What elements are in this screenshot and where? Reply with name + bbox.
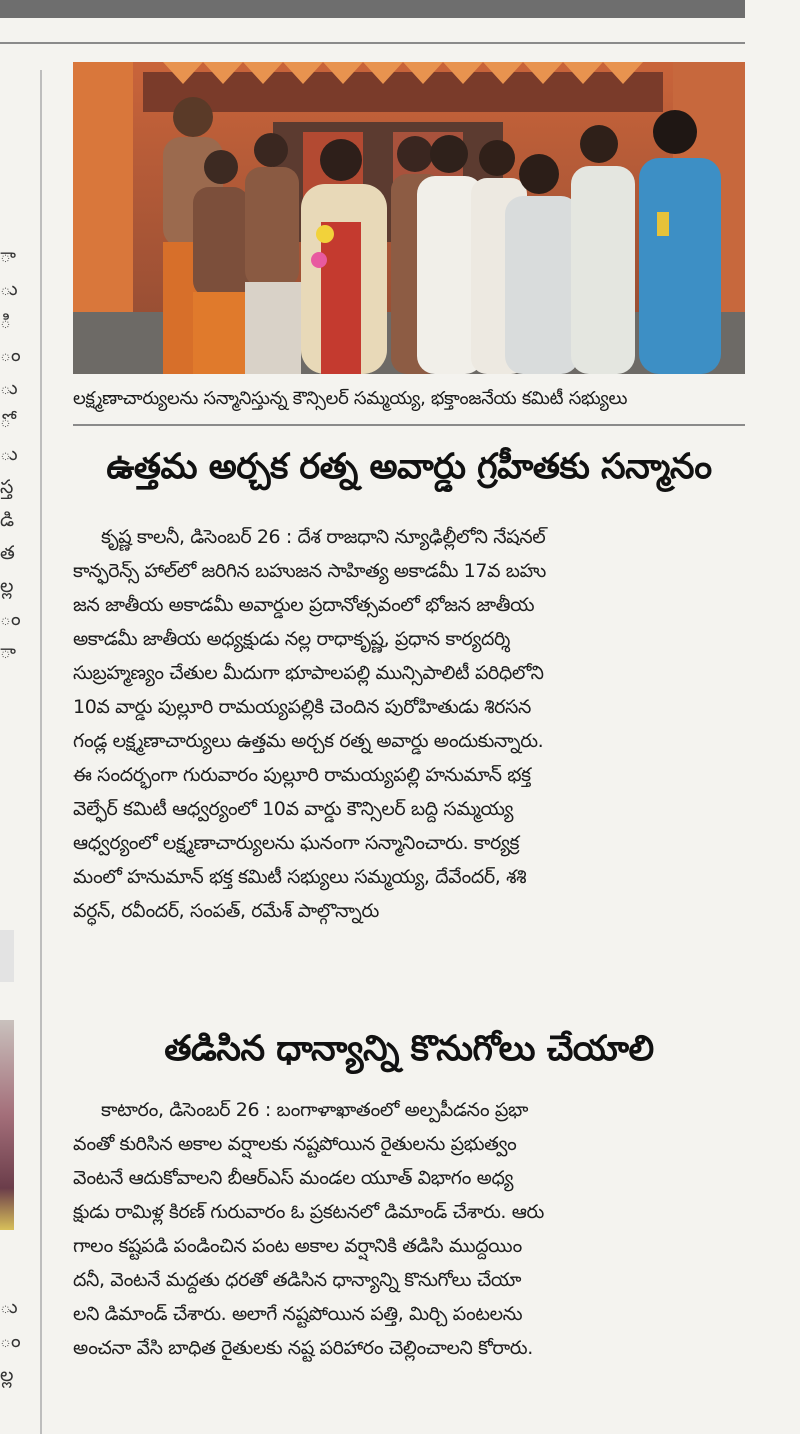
- article-line: గండ్ల లక్ష్మణాచార్యులు ఉత్తమ అర్చక రత్న అవార్డు అందుకున్నారు.: [73, 730, 544, 752]
- adjacent-column-fragments-lower: [0, 1290, 24, 1392]
- page-top-bar: [0, 0, 745, 18]
- fragment-glyph: త: [0, 542, 15, 564]
- photo-caption: లక్ష్మణాచార్యులను సన్మానిస్తున్న కౌన్సిలర్ సమ్మయ్య, భక్తాంజనేయ కమిటీ సభ్యులు: [73, 388, 628, 409]
- article-line: అకాడమీ జాతీయ అధ్యక్షుడు నల్ల రాధాకృష్ణ, ప్రధాన కార్యదర్శి: [73, 628, 510, 650]
- page-top-edge: [745, 0, 800, 18]
- article-line: క్షుడు రామిళ్ల కిరణ్ గురువారం ఓ ప్రకటనలో డిమాండ్ చేశారు. ఆరు: [73, 1201, 544, 1223]
- article-line: దనీ, వెంటనే మద్దతు ధరతో తడిసిన ధాన్యాన్ని కొనుగోలు చేయా: [73, 1269, 522, 1291]
- article-line: అంచనా వేసి బాధిత రైతులకు నష్ట పరిహారం చెల్లించాలని కోరారు.: [73, 1337, 533, 1359]
- column-divider: [40, 70, 42, 1434]
- article-line: మంలో హనుమాన్ భక్త కమిటీ సభ్యులు సమ్మయ్య, దేవేందర్, శశి: [73, 866, 527, 888]
- adjacent-column-box: [0, 930, 14, 982]
- article-line: లని డిమాండ్ చేశారు. అలాగే నష్టపోయిన పత్తి, మిర్చి పంటలను: [73, 1303, 523, 1325]
- article-line: సుబ్రహ్మణ్యం చేతుల మీదుగా భూపాలపల్లి మున్సిపాలిటీ పరిధిలోని: [73, 662, 544, 684]
- fragment-glyph: ం: [0, 344, 21, 366]
- fragment-glyph: ు: [0, 377, 18, 399]
- top-rule: [0, 42, 745, 44]
- article-line: గాలం కష్టపడి పండించిన పంట అకాల వర్షానికి తడిసి ముద్దయిం: [73, 1235, 522, 1257]
- article-line: జన జాతీయ అకాడమీ అవార్డుల ప్రదానోత్సవంలో భోజన జాతీయ: [73, 594, 535, 616]
- article-line: వెంటనే ఆదుకోవాలని బీఆర్ఎస్ మండల యూత్ విభాగం అధ్య: [73, 1167, 514, 1189]
- fragment-glyph: ం: [0, 1330, 21, 1352]
- fragment-glyph: డి: [0, 509, 15, 531]
- article-line: ఆధ్వర్యంలో లక్ష్మణాచార్యులను ఘనంగా సన్మానించారు. కార్యక్ర: [73, 832, 520, 854]
- article-line: ఈ సందర్భంగా గురువారం పుల్లూరి రామయ్యపల్లి హనుమాన్ భక్త: [73, 764, 531, 786]
- fragment-glyph: ు: [0, 443, 18, 465]
- article-line: వంతో కురిసిన అకాల వర్షాలకు నష్టపోయిన రైతులను ప్రభుత్వం: [73, 1133, 517, 1155]
- article-2-headline: తడిసిన ధాన్యాన్ని కొనుగోలు చేయాలి: [164, 1029, 654, 1069]
- fragment-glyph: ా: [0, 641, 16, 663]
- fragment-glyph: ి: [0, 311, 11, 333]
- fragment-glyph: ల్ల: [0, 575, 14, 597]
- news-photo: [73, 62, 745, 374]
- fragment-glyph: స్త: [0, 476, 14, 498]
- adjacent-column-fragments: [0, 240, 24, 669]
- article-1-headline: ఉత్తమ అర్చక రత్న అవార్డు గ్రహీతకు సన్మానం: [106, 447, 712, 487]
- caption-rule: [73, 424, 745, 426]
- fragment-glyph: ు: [0, 278, 18, 300]
- adjacent-column-photo: [0, 1020, 14, 1230]
- article-line: వర్ధన్, రవీందర్, సంపత్, రమేశ్ పాల్గొన్నారు: [73, 900, 379, 922]
- fragment-glyph: ం: [0, 608, 21, 630]
- fragment-glyph: ల్ల: [0, 1364, 14, 1386]
- article-line: కాన్ఫరెన్స్ హాల్‌లో జరిగిన బహుజన సాహిత్య అకాడమీ 17వ బహు: [73, 560, 546, 582]
- fragment-glyph: ో: [0, 410, 11, 432]
- article-line: 10వ వార్డు పుల్లూరి రామయ్యపల్లికి చెందిన పురోహితుడు శిరసన: [73, 696, 531, 718]
- article-line: కాటారం, డిసెంబర్ 26 : బంగాళాఖాతంలో అల్పపీడనం ప్రభా: [101, 1099, 528, 1121]
- fragment-glyph: ా: [0, 245, 16, 267]
- article-line: కృష్ణ కాలనీ, డిసెంబర్ 26 : దేశ రాజధాని న్యూఢిల్లీలోని నేషనల్: [101, 526, 546, 548]
- article-line: వెల్ఫేర్ కమిటీ ఆధ్వర్యంలో 10వ వార్డు కౌన్సిలర్ బద్ది సమ్మయ్య: [73, 798, 514, 820]
- fragment-glyph: ు: [0, 1296, 18, 1318]
- article-1-body: [73, 520, 745, 928]
- article-2-body: [73, 1093, 745, 1365]
